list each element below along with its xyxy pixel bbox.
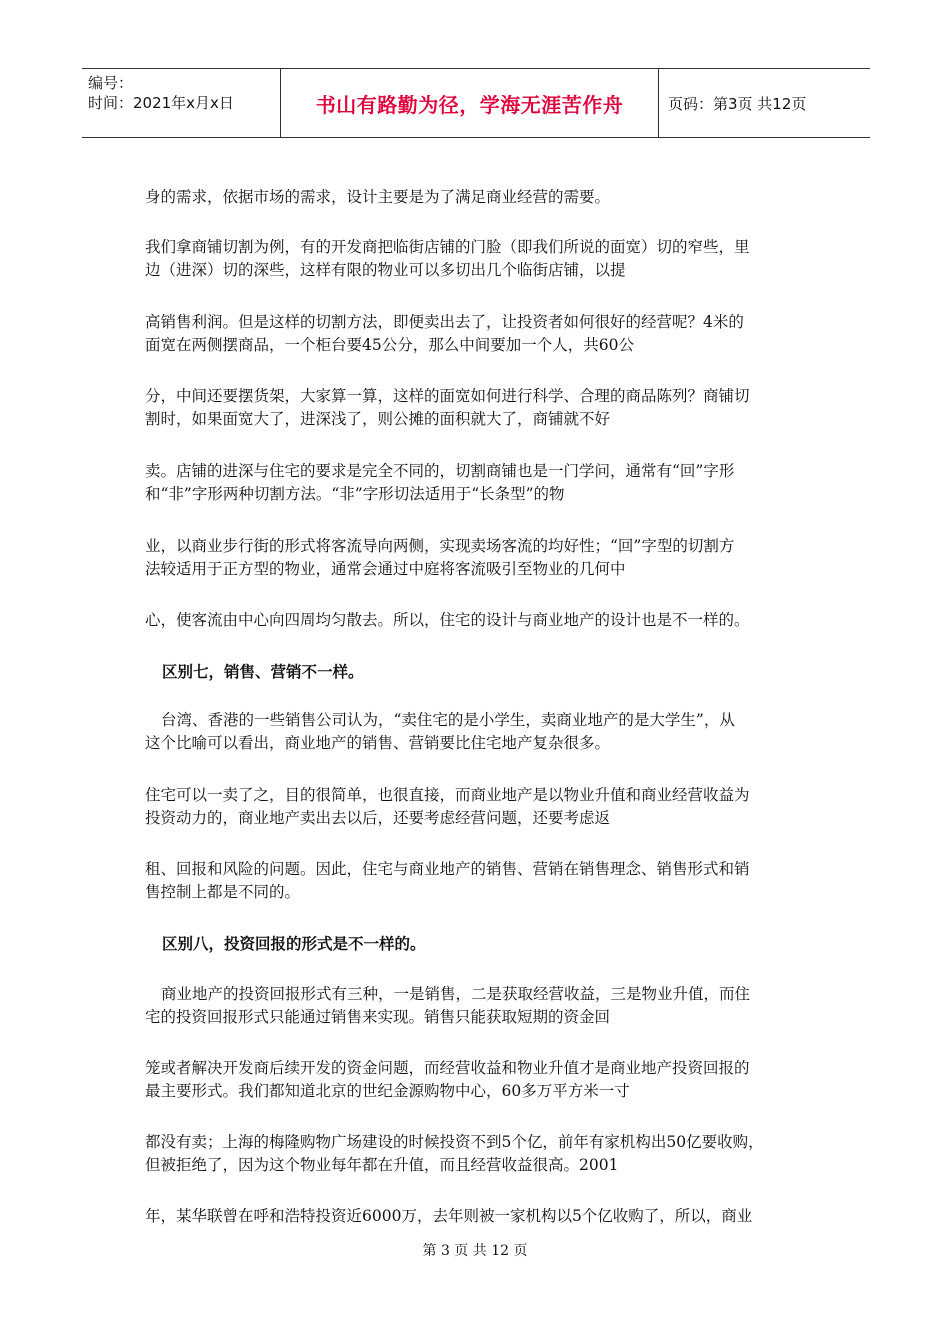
footer-page-number: 第 3 页 共 12 页 xyxy=(422,1243,528,1259)
header-page-cell xyxy=(659,69,870,137)
text-line: 宅的投资回报形式只能通过销售来实现。销售只能获取短期的资金回 xyxy=(145,1008,611,1026)
page-footer xyxy=(0,1240,950,1260)
header-page-number: 页码：第3页 共12页 xyxy=(668,94,807,113)
text-line: 割时，如果面宽大了，进深浅了，则公摊的面积就大了，商铺就不好 xyxy=(145,410,611,428)
text-line: 投资动力的，商业地产卖出去以后，还要考虑经营问题，还要考虑返 xyxy=(145,809,611,827)
text-line: 租、回报和风险的问题。因此，住宅与商业地产的销售、营销在销售理念、销售形式和销 xyxy=(145,860,750,878)
text-line: 心，使客流由中心向四周均匀散去。所以，住宅的设计与商业地产的设计也是不一样的。 xyxy=(145,611,750,629)
text-line: 商业地产的投资回报形式有三种，一是销售，二是获取经营收益，三是物业升值，而住 xyxy=(161,985,751,1003)
text-line: 和“非”字形两种切割方法。“非”字形切法适用于“长条型”的物 xyxy=(145,485,565,503)
text-line: 笼或者解决开发商后续开发的资金问题，而经营收益和物业升值才是商业地产投资回报的 xyxy=(145,1059,750,1077)
text-line: 高销售利润。但是这样的切割方法，即便卖出去了，让投资者如何很好的经营呢？4米的 xyxy=(145,313,744,331)
text-line: 我们拿商铺切割为例，有的开发商把临街店铺的门脸（即我们所说的面宽）切的窄些，里 xyxy=(145,238,750,256)
paragraph xyxy=(145,858,811,904)
paragraph xyxy=(145,784,811,830)
text-line: 这个比喻可以看出，商业地产的销售、营销要比住宅地产复杂很多。 xyxy=(145,734,611,752)
text-line: 分，中间还要摆货架，大家算一算，这样的面宽如何进行科学、合理的商品陈列？商铺切 xyxy=(145,387,750,405)
paragraph xyxy=(145,236,811,282)
text-line: 都没有卖；上海的梅隆购物广场建设的时候投资不到5个亿，前年有家机构出50亿要收购， xyxy=(145,1133,764,1151)
document-code-label: 编号： xyxy=(88,74,134,92)
text-line: 面宽在两侧摆商品，一个柜台要45公分，那么中间要加一个人，共60公 xyxy=(145,336,634,354)
header-motto: 书山有路勤为径，学海无涯苦作舟 xyxy=(315,92,624,117)
paragraph xyxy=(145,709,811,755)
paragraph xyxy=(145,385,811,431)
text-line: 法较适用于正方型的物业，通常会通过中庭将客流吸引至物业的几何中 xyxy=(145,560,626,578)
text-line: 台湾、香港的一些销售公司认为，“卖住宅的是小学生，卖商业地产的是大学生”，从 xyxy=(161,711,735,729)
text-line: 卖。店铺的进深与住宅的要求是完全不同的，切割商铺也是一门学问，通常有“回”字形 xyxy=(145,462,735,480)
paragraph xyxy=(145,1057,811,1103)
section-heading xyxy=(162,932,828,955)
text-line: 年，某华联曾在呼和浩特投资近6000万，去年则被一家机构以5个亿收购了，所以，商业 xyxy=(145,1207,753,1225)
heading-text: 区别七，销售、营销不一样。 xyxy=(162,662,364,681)
paragraph xyxy=(145,609,811,632)
text-line: 住宅可以一卖了之，目的很简单，也很直接，而商业地产是以物业升值和商业经营收益为 xyxy=(145,786,750,804)
document-time-label: 时间：2021年x月x日 xyxy=(88,94,234,112)
text-line: 身的需求，依据市场的需求，设计主要是为了满足商业经营的需要。 xyxy=(145,188,611,206)
paragraph xyxy=(145,535,811,581)
heading-text: 区别八，投资回报的形式是不一样的。 xyxy=(162,934,426,953)
page-header xyxy=(82,68,870,138)
text-line: 售控制上都是不同的。 xyxy=(145,883,301,901)
text-line: 但被拒绝了，因为这个物业每年都在升值，而且经营收益很高。2001 xyxy=(145,1156,619,1174)
paragraph xyxy=(145,186,811,209)
paragraph xyxy=(145,311,811,357)
paragraph xyxy=(145,1131,811,1177)
paragraph xyxy=(145,1205,811,1228)
header-motto-cell xyxy=(281,69,659,137)
section-heading xyxy=(162,660,828,683)
text-line: 边（进深）切的深些，这样有限的物业可以多切出几个临街店铺，以提 xyxy=(145,261,626,279)
text-line: 最主要形式。我们都知道北京的世纪金源购物中心，60多万平方米一寸 xyxy=(145,1082,630,1100)
paragraph xyxy=(145,460,811,506)
text-line: 业，以商业步行街的形式将客流导向两侧，实现卖场客流的均好性；“回”字型的切割方 xyxy=(145,537,735,555)
paragraph xyxy=(145,983,811,1029)
header-meta-cell xyxy=(82,69,281,137)
